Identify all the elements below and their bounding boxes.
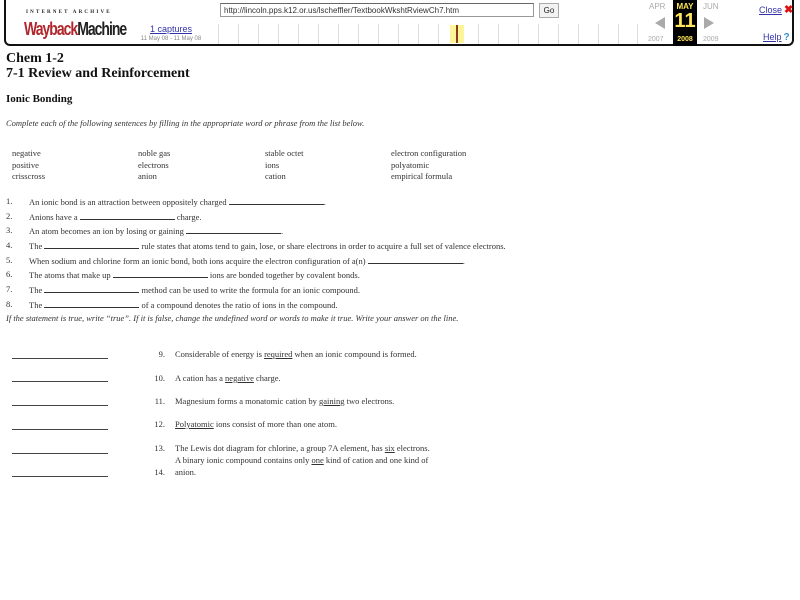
question-row [6, 240, 786, 255]
question-text: A cation has a negative charge. [175, 373, 281, 383]
section-heading: Ionic Bonding [6, 93, 73, 105]
question-text: The Lewis dot diagram for chlorine, a group 7A element, has six electrons. [175, 443, 430, 453]
answer-blank[interactable] [229, 196, 324, 205]
current-capture-date [673, 0, 697, 46]
underlined-term: Polyatomic [175, 419, 214, 429]
answer-line[interactable] [12, 357, 108, 359]
question-number: 10. [154, 373, 165, 383]
word-bank-item: positive [12, 159, 39, 170]
timeline-tick [418, 24, 419, 44]
question-text: of a compound denotes the ratio of ions in the compound. [139, 299, 338, 310]
question-number: 6. [6, 269, 13, 280]
current-day-label: 11 [674, 10, 696, 32]
close-icon[interactable]: ✖ [784, 4, 794, 16]
question-number: 5. [6, 254, 13, 265]
timeline-tick [518, 24, 519, 44]
prev-capture-arrow-icon[interactable] [655, 17, 665, 29]
answer-blank[interactable] [113, 269, 208, 278]
next-month-label[interactable]: JUN [703, 2, 719, 11]
page-title: 7-1 Review and Reinforcement [6, 66, 190, 81]
word-bank-item: crisscross [12, 171, 46, 181]
internet-archive-label: INTERNET ARCHIVE [26, 10, 112, 15]
worksheet [6, 51, 786, 128]
word-bank-item: ions [265, 159, 280, 170]
wayback-logo[interactable] [18, 8, 127, 40]
timeline-tick [538, 24, 539, 44]
answer-line[interactable] [12, 452, 108, 454]
question-text: The [29, 299, 45, 310]
question-text: Considerable of energy is required when an ionic compound is formed. [175, 349, 417, 359]
question-text: anion. [175, 467, 197, 477]
underlined-term: gaining [319, 396, 345, 406]
question-number: 14. [154, 467, 165, 477]
question-text: An atom becomes an ion by losing or gaining [29, 226, 186, 237]
timeline-tick [637, 24, 638, 44]
question-number: 1. [6, 196, 13, 206]
underlined-term: required [264, 349, 293, 359]
timeline-tick [438, 24, 439, 44]
question-text: charge. [174, 211, 202, 222]
prev-month-label[interactable]: APR [649, 2, 666, 11]
word-bank-column [138, 148, 170, 183]
help-icon[interactable]: ? [783, 32, 790, 43]
question-text: ions are bonded together by covalent bonds. [207, 270, 360, 281]
timeline-tick [338, 24, 339, 44]
timeline-tick [298, 24, 299, 44]
captures-link[interactable]: 1 captures [149, 24, 193, 34]
question-row [6, 255, 786, 270]
word-bank-item: polyatomic [391, 159, 430, 170]
answer-blank[interactable] [44, 240, 139, 249]
wayback-machine-wordmark: WaybackMachine [24, 18, 127, 39]
timeline-tick [578, 24, 579, 44]
question-number: 13. [154, 443, 165, 453]
question-number: 9. [158, 349, 165, 359]
close-toolbar[interactable] [759, 3, 793, 16]
answer-blank[interactable] [186, 225, 284, 237]
captures-date-range: 11 May 08 - 11 May 08 [140, 36, 202, 42]
current-month-label: MAY [676, 2, 694, 11]
question-text: The atoms that make up [29, 270, 113, 281]
word-bank-item: cation [265, 171, 286, 181]
timeline-tick [238, 24, 239, 44]
close-link[interactable]: Close [759, 5, 783, 15]
capture-calendar [642, 0, 766, 46]
question-row [6, 269, 786, 284]
underlined-term: negative [225, 373, 254, 383]
question-number: 2. [6, 210, 13, 221]
timeline-tick [598, 24, 599, 44]
underlined-term: six [384, 443, 395, 453]
question-row [6, 299, 786, 314]
question-text: The [29, 241, 45, 252]
question-text: An ionic bond is an attraction between oppositely charged [29, 197, 229, 207]
timeline-tick [278, 24, 279, 44]
word-bank-column [391, 148, 466, 183]
word-bank-column [265, 148, 303, 183]
question-text: . [281, 226, 284, 237]
question-text: The [29, 285, 45, 296]
timeline-tick [258, 24, 259, 44]
timeline-tick [558, 24, 559, 44]
question-row [6, 225, 786, 240]
question-text: rule states that atoms tend to gain, lose, or share electrons in order to acquire a full set of valence electrons. [139, 241, 506, 252]
answer-line[interactable] [12, 404, 108, 406]
question-text: method can be used to write the formula for an ionic compound. [139, 285, 361, 296]
underlined-term: one [311, 455, 324, 465]
next-year-label[interactable]: 2009 [703, 36, 719, 43]
timeline-tick [378, 24, 379, 44]
word-bank-item: stable octet [265, 148, 304, 158]
current-year-label: 2008 [677, 36, 693, 43]
next-capture-arrow-icon[interactable] [704, 17, 714, 29]
course-title: Chem 1-2 [6, 51, 64, 66]
question-number: 11. [154, 396, 165, 406]
timeline-tick [618, 24, 619, 44]
question-text: Magnesium forms a monatomic cation by gaining two electrons. [175, 396, 395, 406]
question-text: . [462, 255, 465, 266]
question-number: 3. [6, 225, 13, 236]
answer-line[interactable] [12, 475, 108, 477]
question-text: . [323, 197, 326, 207]
go-button[interactable]: Go [539, 3, 559, 18]
captures-info [126, 24, 216, 42]
prev-year-label[interactable]: 2007 [648, 36, 664, 43]
answer-line[interactable] [12, 428, 108, 430]
fill-in-questions [6, 196, 786, 314]
timeline-tick [358, 24, 359, 44]
question-number: 4. [6, 240, 13, 251]
word-bank-item: noble gas [138, 148, 171, 158]
question-text: Anions have a [29, 211, 80, 222]
question-text: When sodium and chlorine form an ionic bond, both ions acquire the electron configuration of a(n) [29, 255, 368, 266]
timeline-tick [318, 24, 319, 44]
word-bank-item: electrons [138, 159, 169, 170]
question-number: 12. [154, 419, 165, 429]
word-bank-item: anion [138, 171, 157, 181]
wayback-toolbar [4, 0, 794, 46]
word-bank-item: negative [12, 148, 41, 158]
true-false-instructions: If the statement is true, write “true”. If it is false, change the undefined word or words to make it true. Write your answer on the line. [6, 313, 459, 323]
timeline-tick [498, 24, 499, 44]
url-input[interactable]: http://lincoln.pps.k12.or.us/lscheffler/TextbookWkshtRviewCh7.htm [220, 3, 534, 17]
answer-blank[interactable] [368, 255, 463, 264]
timeline-tick [478, 24, 479, 44]
question-number: 8. [6, 298, 13, 309]
answer-blank[interactable] [44, 299, 139, 308]
question-row [6, 211, 786, 226]
answer-blank[interactable] [44, 284, 139, 293]
help-link[interactable]: Help [763, 32, 782, 42]
question-number: 7. [6, 284, 13, 295]
timeline-tick [398, 24, 399, 44]
question-row [6, 284, 786, 299]
answer-line[interactable] [12, 380, 108, 382]
question-text: Polyatomic ions consist of more than one atom. [175, 419, 337, 429]
word-bank-item: electron configuration [391, 148, 467, 158]
help[interactable] [763, 32, 790, 43]
word-bank-item: empirical formula [391, 171, 453, 181]
capture-timeline[interactable] [218, 24, 638, 44]
question-text: A binary ionic compound contains only one kind of cation and one kind of [175, 455, 429, 465]
question-row [6, 196, 786, 211]
timeline-capture-mark[interactable] [456, 25, 458, 43]
instructions: Complete each of the following sentences by filling in the appropriate word or phrase from the list below. [6, 118, 365, 128]
word-bank-column [12, 148, 45, 183]
answer-blank[interactable] [80, 211, 175, 220]
timeline-tick [218, 24, 219, 44]
